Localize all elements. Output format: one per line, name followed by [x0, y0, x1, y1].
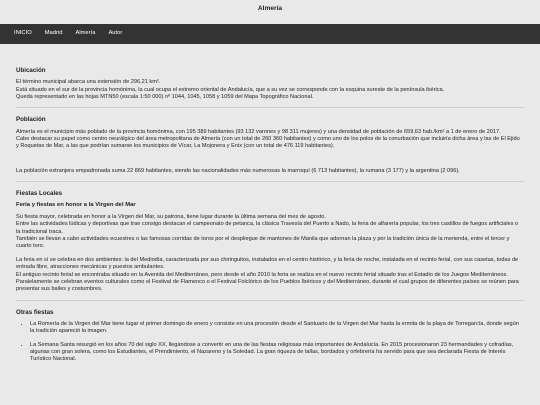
heading-fiestas-locales: Fiestas Locales: [16, 190, 63, 197]
fiestas-paragraph: El antiguo recinto ferial se encontraba situado en la Avenida del Mediterráneo, pero desde el año 2010 la feria se realiza en el nuevo recinto ferial situado tras el Estadio de los Juegos Mediterráneos.: [16, 271, 508, 278]
ubicacion-paragraph: El término municipal abarca una extensión de 296,21 km².: [16, 79, 161, 86]
fiestas-paragraph: La feria en sí se celebra en dos ambientes: la del Mediodía, caracterizada por sus chiringuitos, instalados en el centro histórico, y la feria de noche, instalada en el recinto ferial, con sus casetas, todas de entrada libre, atracciones mecánicas y puestos ambulantes.: [16, 256, 519, 271]
page-title: Almería: [257, 5, 283, 12]
nav-item-madrid[interactable]: Madrid: [44, 30, 63, 37]
section-divider: [16, 300, 524, 301]
nav-item-autor[interactable]: Autor: [108, 30, 123, 37]
poblacion-paragraph: La población extranjera empadronada suma 22 869 habitantes, siendo las nacionalidades más numerosas la marroquí (6 713 habitantes), la rumana (3 177) y la argentina (2 096).: [16, 167, 460, 174]
top-nav: [0, 24, 540, 44]
nav-item-almeria[interactable]: Almería: [75, 30, 96, 37]
fiestas-paragraph: Su fiesta mayor, celebrada en honor a la Virgen del Mar, su patrona, tiene lugar durante la última semana del mes de agosto.: [16, 213, 326, 220]
ubicacion-paragraph: Está situado en el sur de la provincia homónima, la cual ocupa el extremo oriental de Andalucía, que a su vez se corresponde con la esquina sureste de la península ibérica.: [16, 86, 445, 93]
list-item: • La Semana Santa resurgió en los años 70 del siglo XX, llegándose a convertir en una de las fiestas religiosas más importantes de Andalucía. En 2015 procesionaron 23 hermandades y cofradías, algunas con gran solera, como los Estudiantes, el Prendimiento, el Nazareno y la Soledad. La gran riqueza de tallas, bordados y orfebrería ha servido para que sea declarada Fiesta de Interés Turístico Nacional.: [30, 342, 524, 364]
heading-poblacion: Población: [16, 116, 46, 124]
heading-otras-fiestas: Otras fiestas: [16, 308, 54, 316]
fiestas-paragraph: Paralelamente se celebran eventos culturales como el Festival de Flamenco o el Festival Folclórico de los Pueblos Ibéricos y del Mediterráneo, durante el cual grupos de diferentes países se reúnen para presentar sus bailes y costumbres.: [16, 278, 519, 293]
otras-fiestas-list: [16, 321, 524, 364]
poblacion-paragraph: Cabe destacar su papel como centro neurálgico del área metropolitana de Almería (con un total de 260 360 habitantes) y como uno de los polos de la conurbación que incluiría dicha área y las de El Ejido y Roquetas de Mar, a las que podrían sumarse los municipios de Vícar, La Mojonera y Enix (con un total de 476 119 habitantes).: [16, 135, 520, 150]
section-ubicacion: [16, 67, 524, 101]
ubicacion-paragraph: Queda representado en las hojas MTN50 (escala 1:50 000) nº 1044, 1045, 1058 y 1059 del Mapa Topográfico Nacional.: [16, 93, 314, 100]
main-content: [0, 44, 540, 364]
fiestas-paragraph: Entre las actividades lúdicas y deportivas que trae consigo destacan el campeonato de petanca, la clásica Travesía del Puerto a Nado, la feria de alfarería popular, los tres castillos de fuegos artificiales o la tradicional traca.: [16, 221, 519, 235]
section-otras-fiestas: [16, 309, 524, 364]
section-divider: [16, 181, 524, 182]
fiestas-paragraph: También se llevan a cabo actividades ecuestres o las famosas corridas de toros por el despliegue de mantones de Manila que adornan la plaza y por la tradición única de la merienda, entre el tercer y cuarto toro.: [16, 236, 510, 250]
heading-ubicacion: Ubicación: [16, 67, 46, 74]
subheading-virgen-del-mar: Feria y fiestas en honor a la Virgen del Mar: [16, 202, 136, 209]
list-item: • La Romería de la Virgen del Mar tiene lugar el primer domingo de enero y consiste en una procesión desde el Santuario de la Virgen del Mar hasta la ermita de la playa de Torregarcía, donde según la tradición apareció la imagen.: [30, 321, 524, 336]
nav-item-inicio[interactable]: INICIO: [14, 30, 32, 37]
section-divider: [16, 107, 524, 108]
poblacion-paragraph: Almería es el municipio más poblado de la provincia homónima, con 195 389 habitantes (93 132 varones y 98 311 mujeres) y una densidad de población de 659,63 hab./km² a 1 de enero de 2017.: [16, 128, 501, 135]
section-fiestas-locales: [16, 190, 524, 294]
section-poblacion: [16, 116, 524, 175]
